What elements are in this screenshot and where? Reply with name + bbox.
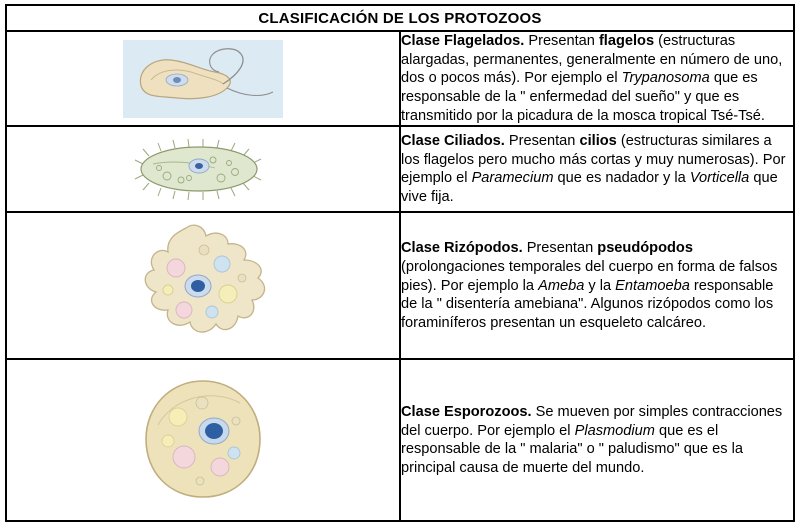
- ciliados-species-1: Paramecium: [471, 170, 554, 187]
- flagelados-text-3: que es responsable de la " enfermedad del sueño" y que es transmitido por la picadura de la mosca tropical Tsé-Tsé.: [401, 70, 765, 124]
- flagelados-description: [400, 31, 794, 126]
- ciliados-text-3: que es nadador y la: [553, 170, 690, 187]
- rizopodos-text-1: Presentan: [522, 240, 598, 257]
- ciliados-keyword: cilios: [579, 133, 617, 150]
- ciliados-text-1: Presentan: [504, 133, 580, 150]
- rizopodos-species-2: Entamoeba: [615, 277, 690, 294]
- esporozoos-text-2: que es el responsable de la " malaria" o " paludismo" que es la principal causa de muerte del mundo.: [401, 422, 743, 477]
- rizopodos-heading: Clase Rizópodos.: [401, 240, 523, 257]
- rizopodos-keyword: pseudópodos: [597, 240, 693, 257]
- rizopodos-image-cell: [6, 212, 400, 359]
- rizopodos-text-3: y la: [584, 277, 616, 294]
- table-row: [6, 126, 794, 212]
- table-row: [6, 31, 794, 126]
- esporozoos-text-1: Se mueven por simples contracciones del cuerpo. Por ejemplo el: [401, 404, 783, 439]
- paramecium-ciliate-illustration: [123, 130, 283, 208]
- flagelados-heading: Clase Flagelados.: [401, 33, 525, 49]
- rizopodos-species-1: Ameba: [538, 277, 585, 294]
- rizopodos-description: [400, 212, 794, 359]
- flagelados-text-2: (estructuras alargadas, permanentes, generalmente en número de uno, dos o pocos más). Por ejemplo el: [401, 33, 783, 87]
- flagelados-keyword: flagelos: [598, 33, 655, 49]
- ciliados-heading: Clase Ciliados.: [401, 133, 505, 150]
- rizopodos-text-2: (prolongaciones temporales del cuerpo en forma de falsos pies). Por ejemplo la: [401, 258, 778, 294]
- table-row: [6, 359, 794, 521]
- ameba-rhizopod-illustration: [124, 216, 282, 356]
- ciliados-text-4: que vive fija.: [401, 170, 778, 206]
- trypanosoma-flagellate-illustration: [123, 40, 283, 118]
- ciliados-text-2: (estructuras similares a los flagelos pero mucho más cortas y muy numerosas). Por ejemplo el: [401, 133, 786, 187]
- esporozoos-description: [400, 359, 794, 521]
- flagelados-image-cell: [6, 31, 400, 126]
- ciliados-image-cell: [6, 126, 400, 212]
- protozoa-classification-table: [5, 4, 795, 522]
- page-title: CLASIFICACIÓN DE LOS PROTOZOOS: [6, 5, 794, 31]
- table-title-row: [6, 5, 794, 31]
- esporozoos-heading: Clase Esporozoos.: [401, 404, 532, 421]
- esporozoos-image-cell: [6, 359, 400, 521]
- table-row: [6, 212, 794, 359]
- flagelados-species: Trypanosoma: [621, 70, 710, 87]
- ciliados-species-2: Vorticella: [689, 170, 750, 187]
- ciliados-description: [400, 126, 794, 212]
- flagelados-text-1: Presentan: [524, 33, 599, 49]
- plasmodium-sporozoan-illustration: [124, 365, 282, 515]
- esporozoos-species: Plasmodium: [574, 422, 655, 439]
- rizopodos-text-4: responsable de la " disentería amebiana". Algunos rizópodos como los foraminíferos presentan un esqueleto calcáreo.: [401, 277, 774, 331]
